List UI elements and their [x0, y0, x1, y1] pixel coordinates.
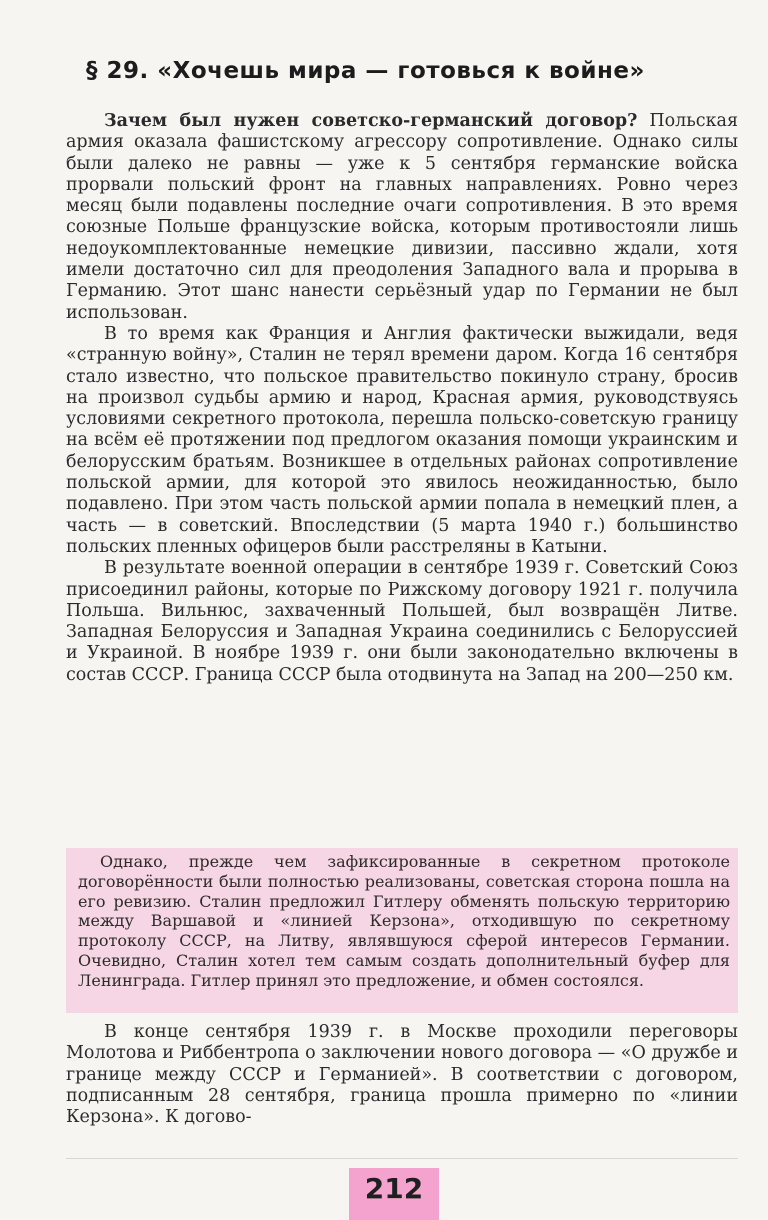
- page-number: 212: [364, 1172, 424, 1205]
- paragraph-3: В результате военной операции в сентябре 1939 г. Советский Союз присоединил районы, которые по Рижскому договору 1921 г. получила Польша. Вильнюс, захваченный Польшей, был возвращён Литве. Западная Белоруссия и Западная Украина соединились с Белоруссией и Украиной. В ноябре 1939 г. они были законодательно включены в состав СССР. Граница СССР была отодвинута на Запад на 200—250 км.: [66, 558, 738, 685]
- closing-text: [66, 1022, 738, 1128]
- paragraph-4: В конце сентября 1939 г. в Москве проходили переговоры Молотова и Риббентропа о заключении нового договора — «О дружбе и границе между СССР и Германией». В соответствии с договором, подписанным 28 сентября, граница прошла примерно по «линии Керзона». К догово-: [66, 1022, 738, 1128]
- highlight-paragraph: Однако, прежде чем зафиксированные в секретном протоколе договорённости были полностью реализованы, советская сторона пошла на его ревизию. Сталин предложил Гитлеру обменять польскую территорию между Варшавой и «линией Керзона», отходившую по секретному протоколу СССР, на Литву, являвшуюся сферой интересов Германии. Очевидно, Сталин хотел тем самым создать дополнительный буфер для Ленинграда. Гитлер принял это предложение, и обмен состоялся.: [78, 852, 730, 990]
- paragraph-1: [66, 111, 738, 324]
- footer-divider: [66, 1158, 738, 1159]
- paragraph-2: В то время как Франция и Англия фактически выжидали, ведя «странную войну», Сталин не терял времени даром. Когда 16 сентября стало известно, что польское правительство покинуло страну, бросив на произвол судьбы армию и народ, Красная армия, руководствуясь условиями секретного протокола, перешла польско-советскую границу на всём её протяжении под предлогом оказания помощи украинским и белорусским братьям. Возникшее в отдельных районах сопротивление польской армии, для которой это явилось неожиданностью, было подавлено. При этом часть польской армии попала в немецкий плен, а часть — в советский. Впоследствии (5 марта 1940 г.) большинство польских пленных офицеров были расстреляны в Катыни.: [66, 323, 738, 557]
- section-title: § 29. «Хочешь мира — готовься к войне»: [86, 58, 645, 84]
- paragraph-subheading: Зачем был нужен советско-германский договор?: [104, 111, 638, 131]
- highlight-text: [78, 852, 730, 991]
- paragraph-1-text: Польская армия оказала фашистскому агрессору сопротивление. Однако силы были далеко не равны — уже к 5 сентября германские войска прорвали польский фронт на главных направлениях. Ровно через месяц были подавлены последние очаги сопротивления. В это время союзные Польше французские войска, которым противостояли лишь недоукомплектованные немецкие дивизии, пассивно ждали, хотя имели достаточно сил для преодоления Западного вала и прорыва в Германию. Этот шанс нанести серьёзный удар по Германии не был использован.: [66, 111, 738, 323]
- main-text: [66, 111, 738, 686]
